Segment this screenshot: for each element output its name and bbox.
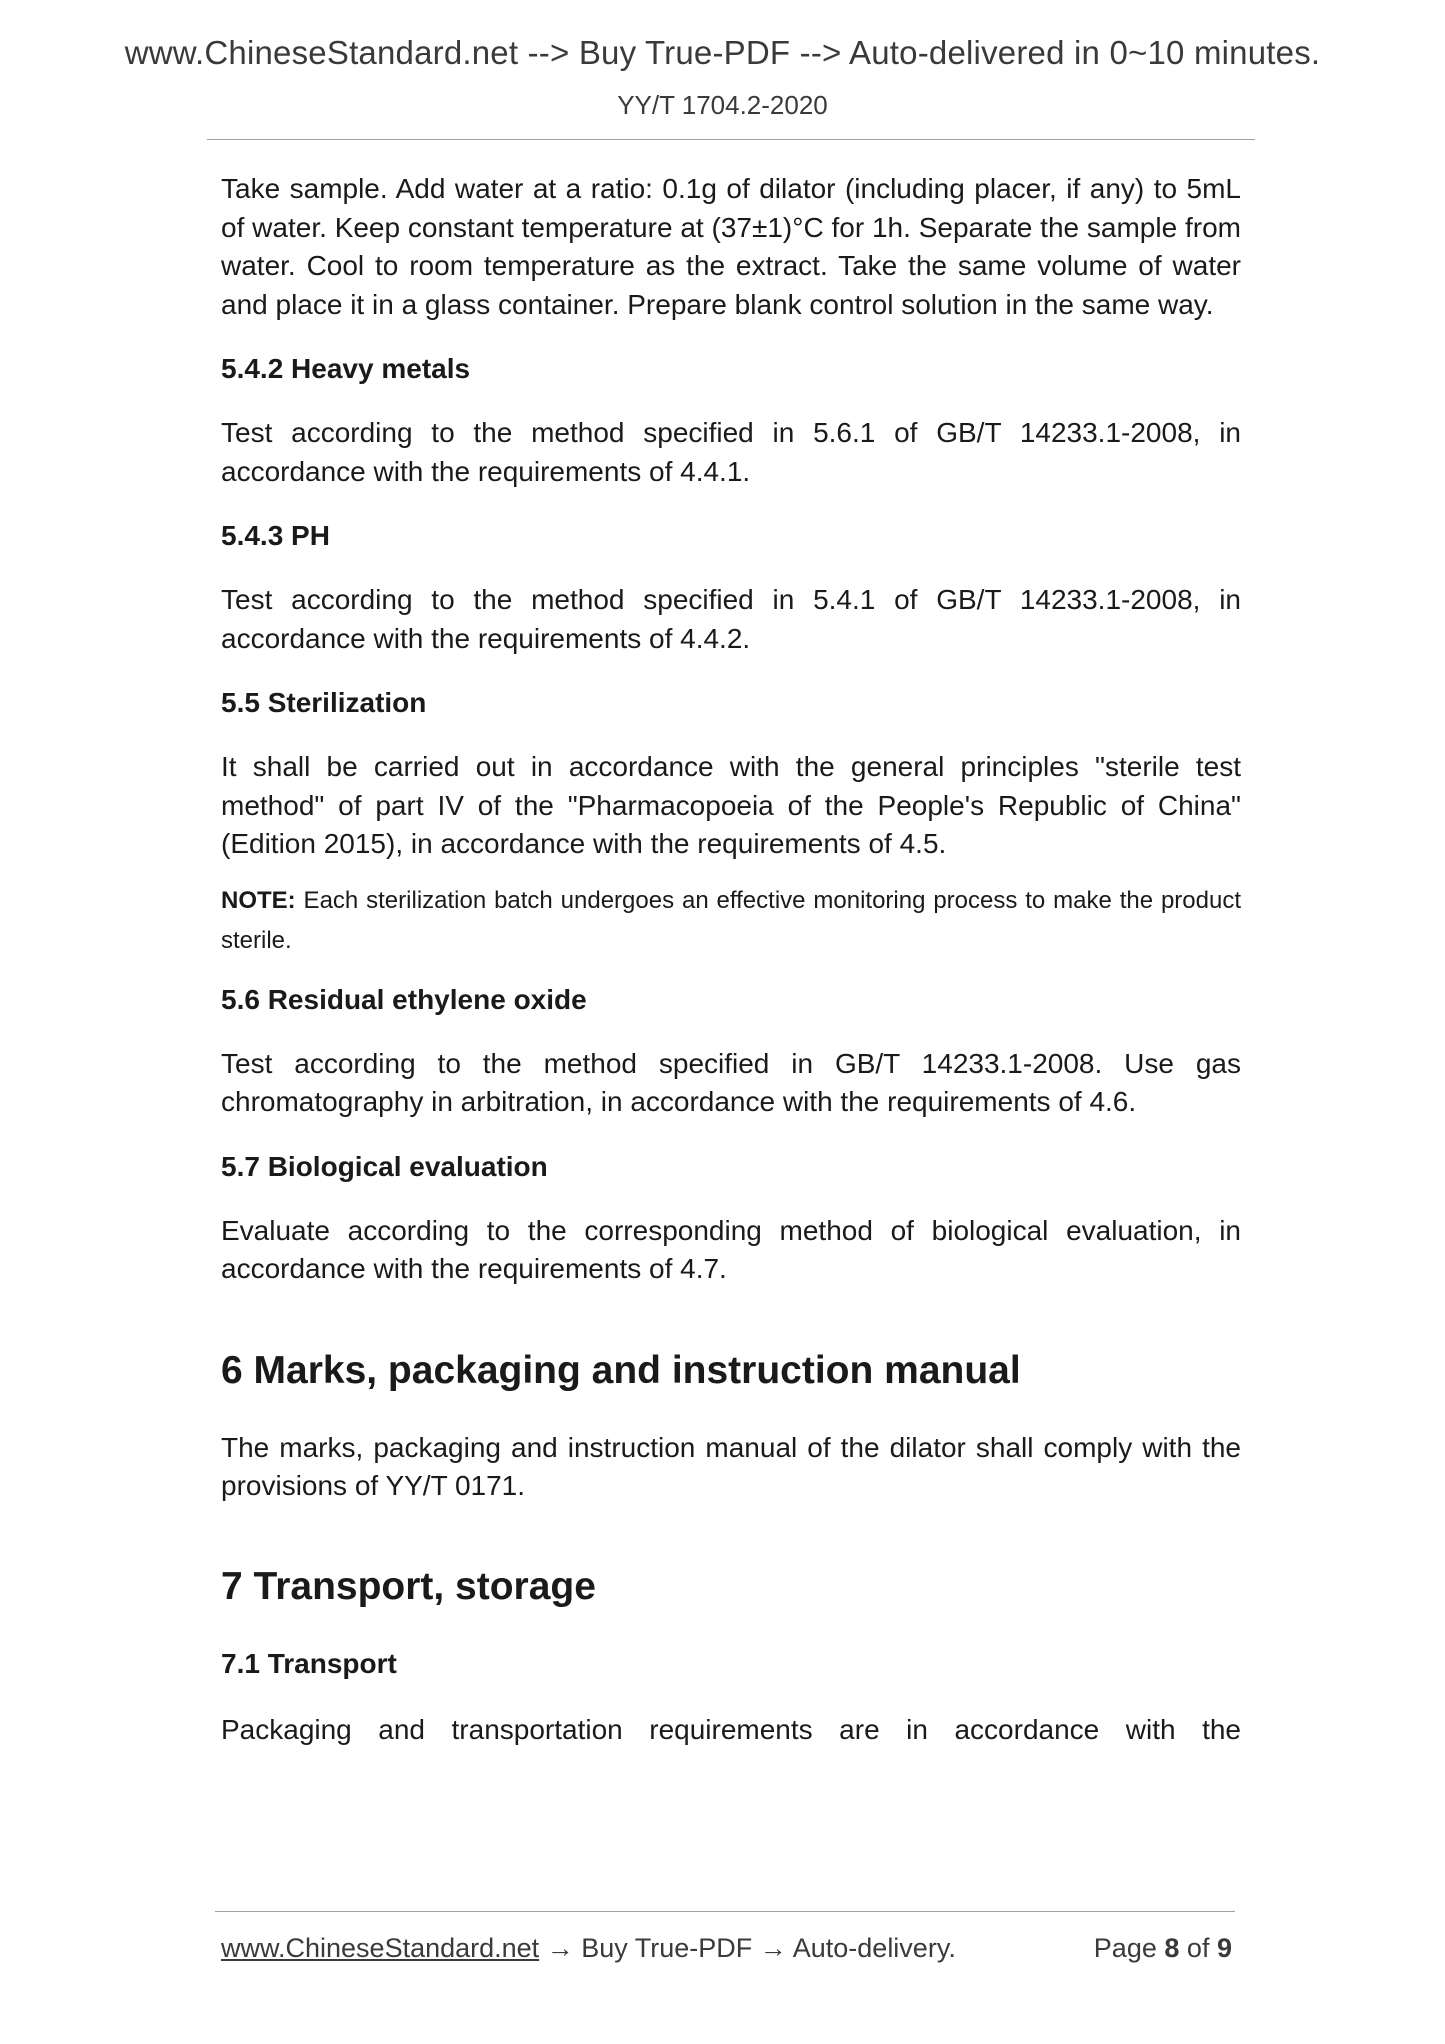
paragraph-7-1: Packaging and transportation requirements are in accordance with the [221, 1713, 1241, 1745]
page-word: Page [1093, 1933, 1157, 1963]
of-word: of [1186, 1933, 1210, 1963]
heading-5-4-2: 5.4.2 Heavy metals [221, 353, 471, 384]
footer-promo [221, 1933, 956, 1964]
paragraph-5-6: Test according to the method specified in GB/T 14233.1-2008. Use gas chromatography in arbitration, in accordance with the requirements of 4.6. [221, 1047, 1241, 1117]
footer-divider [215, 1911, 1235, 1912]
heading-5-5: 5.5 Sterilization [221, 687, 427, 718]
document-code: YY/T 1704.2-2020 [617, 90, 828, 120]
heading-5-4-3: 5.4.3 PH [221, 520, 330, 551]
paragraph-5-5: It shall be carried out in accordance with the general principles "sterile test method" of part IV of the "Pharmacopoeia of the People's Republic of China" (Edition 2015), in accordance with the requirements of 4.5. [221, 751, 1241, 859]
heading-7-1: 7.1 Transport [221, 1647, 397, 1679]
note-label: NOTE: [221, 886, 296, 914]
heading-5-7: 5.7 Biological evaluation [221, 1150, 548, 1182]
note-paragraph [221, 881, 1241, 961]
header-divider [207, 139, 1255, 140]
site-banner: www.ChineseStandard.net --> Buy True-PDF --> Auto-delivered in 0~10 minutes. [124, 34, 1321, 71]
paragraph-5-4-2: Test according to the method specified in 5.6.1 of GB/T 14233.1-2008, in accordance with the requirements of 4.4.1. [221, 417, 1241, 487]
page-total: 9 [1216, 1933, 1232, 1963]
paragraph-5-7: Evaluate according to the corresponding method of biological evaluation, in accordance with the requirements of 4.7. [221, 1214, 1241, 1284]
heading-5-6: 5.6 Residual ethylene oxide [221, 983, 587, 1015]
extract-paragraph: Take sample. Add water at a ratio: 0.1g of dilator (including placer, if any) to 5mL of water. Keep constant temperature at (37±1)°C for 1h. Separate the sample from water. Cool to room temperature as the extract. Take the same volume of water and place it in a glass container. Prepare blank control solution in the same way. [221, 173, 1241, 320]
heading-section-7: 7 Transport, storage [221, 1564, 596, 1608]
page-number: 8 [1164, 1933, 1180, 1963]
page-indicator [1094, 1933, 1232, 1964]
footer-promo-text: → Buy True-PDF → Auto-delivery. [539, 1933, 956, 1963]
note-text: Each sterilization batch undergoes an effective monitoring process to make the product sterile. [221, 886, 1241, 954]
paragraph-5-4-3: Test according to the method specified in 5.4.1 of GB/T 14233.1-2008, in accordance with the requirements of 4.4.2. [221, 584, 1241, 654]
page-content [221, 170, 1241, 1749]
heading-section-6: 6 Marks, packaging and instruction manual [221, 1348, 1021, 1392]
paragraph-section-6: The marks, packaging and instruction manual of the dilator shall comply with the provisions of YY/T 0171. [221, 1431, 1241, 1501]
footer-site-link[interactable]: www.ChineseStandard.net [221, 1933, 540, 1963]
